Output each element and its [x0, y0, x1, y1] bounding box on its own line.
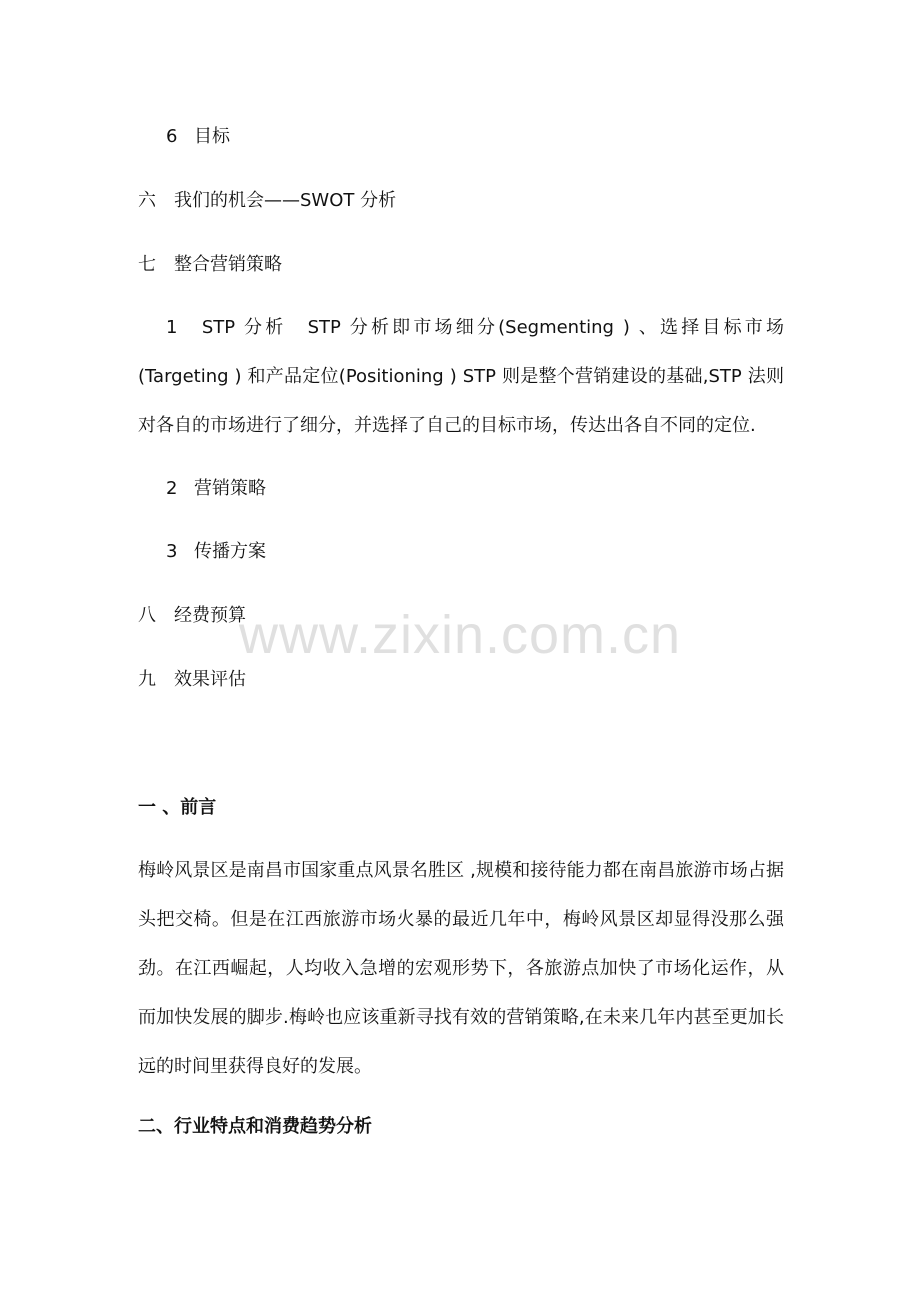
- heading-introduction: 一 、前言: [138, 797, 217, 818]
- toc-item-3-label: 传播方案: [194, 541, 266, 562]
- toc-section-7-label: 整合营销策略: [174, 254, 282, 275]
- toc-section-9-number: 九: [138, 669, 156, 690]
- toc-section-9-label: 效果评估: [174, 669, 246, 690]
- toc-item-3-number: 3: [166, 541, 178, 562]
- toc-item-6: [166, 125, 812, 149]
- toc-section-6-label: 我们的机会——SWOT 分析: [174, 190, 397, 211]
- toc-item-2-number: 2: [166, 478, 178, 499]
- toc-section-8-label: 经费预算: [174, 605, 246, 626]
- stp-paragraph: 1 STP 分析 STP 分析即市场细分(Segmenting ) 、选择目标市场(Targeting ) 和产品定位(Positioning ) STP 则是整个营销建设的基础,STP 法则对各自的市场进行了细分，并选择了自己的目标市场，传达出各自不同的定位.: [138, 317, 784, 436]
- toc-section-6: [138, 189, 784, 213]
- toc-section-7-number: 七: [138, 254, 156, 275]
- toc-item-3: [166, 540, 812, 564]
- toc-section-7: [138, 253, 784, 277]
- toc-item-2: [166, 477, 812, 501]
- introduction-paragraph: 梅岭风景区是南昌市国家重点风景名胜区 ,规模和接待能力都在南昌旅游市场占据头把交椅。但是在江西旅游市场火暴的最近几年中，梅岭风景区却显得没那么强劲。在江西崛起，人均收入急增的宏观形势下，各旅游点加快了市场化运作，从而加快发展的脚步.梅岭也应该重新寻找有效的营销策略,在未来几年内甚至更加长远的时间里获得良好的发展。: [138, 860, 784, 1077]
- toc-item-2-label: 营销策略: [194, 478, 266, 499]
- toc-item-6-label: 目标: [194, 126, 230, 147]
- watermark: www.zixin.com.cn: [238, 605, 682, 665]
- heading-industry-analysis: 二、行业特点和消费趋势分析: [138, 1116, 372, 1137]
- toc-section-8-number: 八: [138, 605, 156, 626]
- toc-item-6-number: 6: [166, 126, 178, 147]
- toc-section-9: [138, 668, 784, 692]
- toc-section-6-number: 六: [138, 190, 156, 211]
